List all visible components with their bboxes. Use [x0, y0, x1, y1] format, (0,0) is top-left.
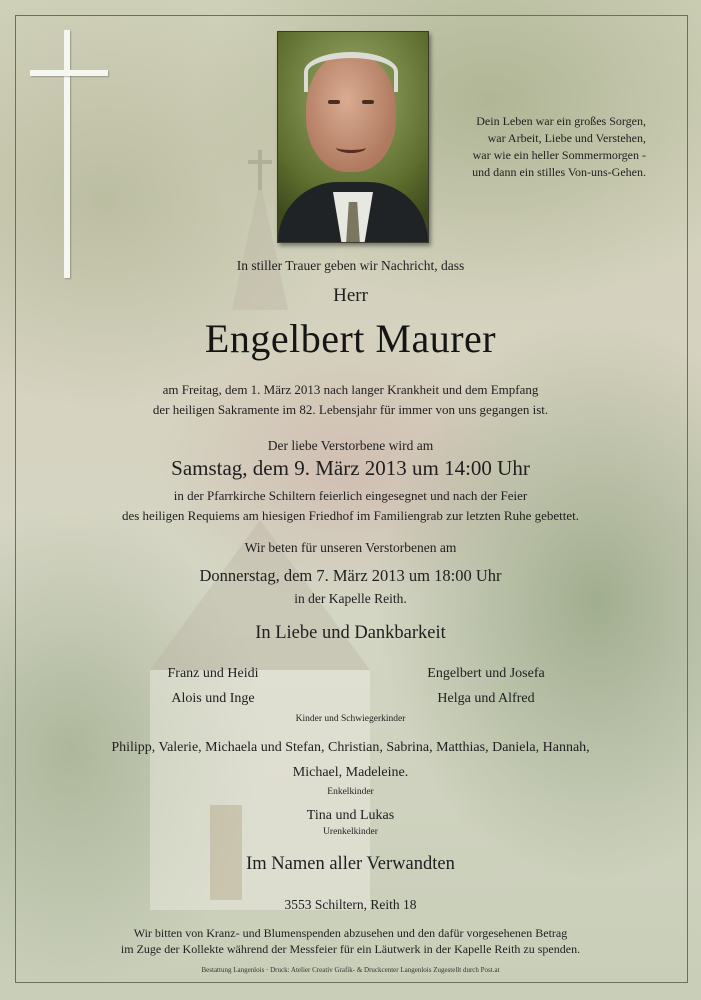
grandchildren: [15, 735, 686, 785]
deceased-name: Engelbert Maurer: [204, 316, 497, 361]
request-line: im Zuge der Kollekte während der Messfeier für ein Läutwerk in der Kapelle Reith zu spenden.: [120, 942, 581, 956]
child-couple: Engelbert und Josefa: [427, 666, 545, 681]
family-address: 3553 Schiltern, Reith 18: [284, 897, 417, 912]
funeral-line: in der Pfarrkirche Schiltern feierlich eingesegnet und nach der Feier: [173, 488, 528, 503]
prayer-location: in der Kapelle Reith.: [294, 591, 407, 606]
family-sign-off: Im Namen aller Verwandten: [246, 854, 455, 874]
printer-footer: Bestattung Langenlois · Druck: Atelier Creativ Grafik- & Druckcenter Langenlois Zugestellt durch Post.at: [201, 966, 500, 974]
memorial-poem: [440, 113, 646, 181]
children-label: Kinder und Schwiegerkinder: [295, 714, 406, 724]
poem-line: war Arbeit, Liebe und Verstehen,: [487, 131, 646, 145]
cross-icon: [30, 30, 108, 278]
child-couple: Helga und Alfred: [437, 691, 535, 706]
funeral-date: Samstag, dem 9. März 2013 um 14:00 Uhr: [171, 456, 530, 480]
intro-text: In stiller Trauer geben wir Nachricht, dass: [236, 258, 465, 273]
great-grandchildren: Tina und Lukas: [306, 808, 395, 823]
salutation: Herr: [333, 285, 368, 306]
child-couple: Franz und Heidi: [167, 666, 259, 681]
poem-line: war wie ein heller Sommermorgen -: [472, 148, 646, 162]
prayer-date: Donnerstag, dem 7. März 2013 um 18:00 Uhr: [199, 566, 502, 585]
children-right: [406, 661, 566, 711]
poem-line: und dann ein stilles Von-uns-Gehen.: [472, 165, 646, 179]
funeral-announce: Der liebe Verstorbene wird am: [267, 438, 434, 453]
death-line: am Freitag, dem 1. März 2013 nach langer Krankheit und dem Empfang: [162, 382, 539, 397]
portrait-photo: [277, 31, 429, 243]
donation-request: [15, 925, 686, 957]
death-line: der heiligen Sakramente im 82. Lebensjahr für immer von uns gegangen ist.: [152, 402, 549, 417]
funeral-line: des heiligen Requiems am hiesigen Friedhof im Familiengrab zur letzten Ruhe gebettet.: [121, 508, 580, 523]
mourners-heading: In Liebe und Dankbarkeit: [255, 623, 446, 643]
poem-line: Dein Leben war ein großes Sorgen,: [476, 114, 646, 128]
grandchildren-line: Philipp, Valerie, Michaela und Stefan, Christian, Sabrina, Matthias, Daniela, Hannah,: [111, 740, 590, 755]
prayer-announce: Wir beten für unseren Verstorbenen am: [244, 540, 457, 555]
funeral-details: [15, 486, 686, 526]
children-left: [133, 661, 293, 711]
child-couple: Alois und Inge: [171, 691, 255, 706]
death-notice: [15, 380, 686, 420]
grandchildren-line: Michael, Madeleine.: [292, 765, 409, 780]
great-grandchildren-label: Urenkelkinder: [323, 827, 378, 837]
grandchildren-label: Enkelkinder: [327, 787, 374, 797]
request-line: Wir bitten von Kranz- und Blumenspenden abzusehen und den dafür vorgesehenen Betrag: [133, 926, 568, 940]
